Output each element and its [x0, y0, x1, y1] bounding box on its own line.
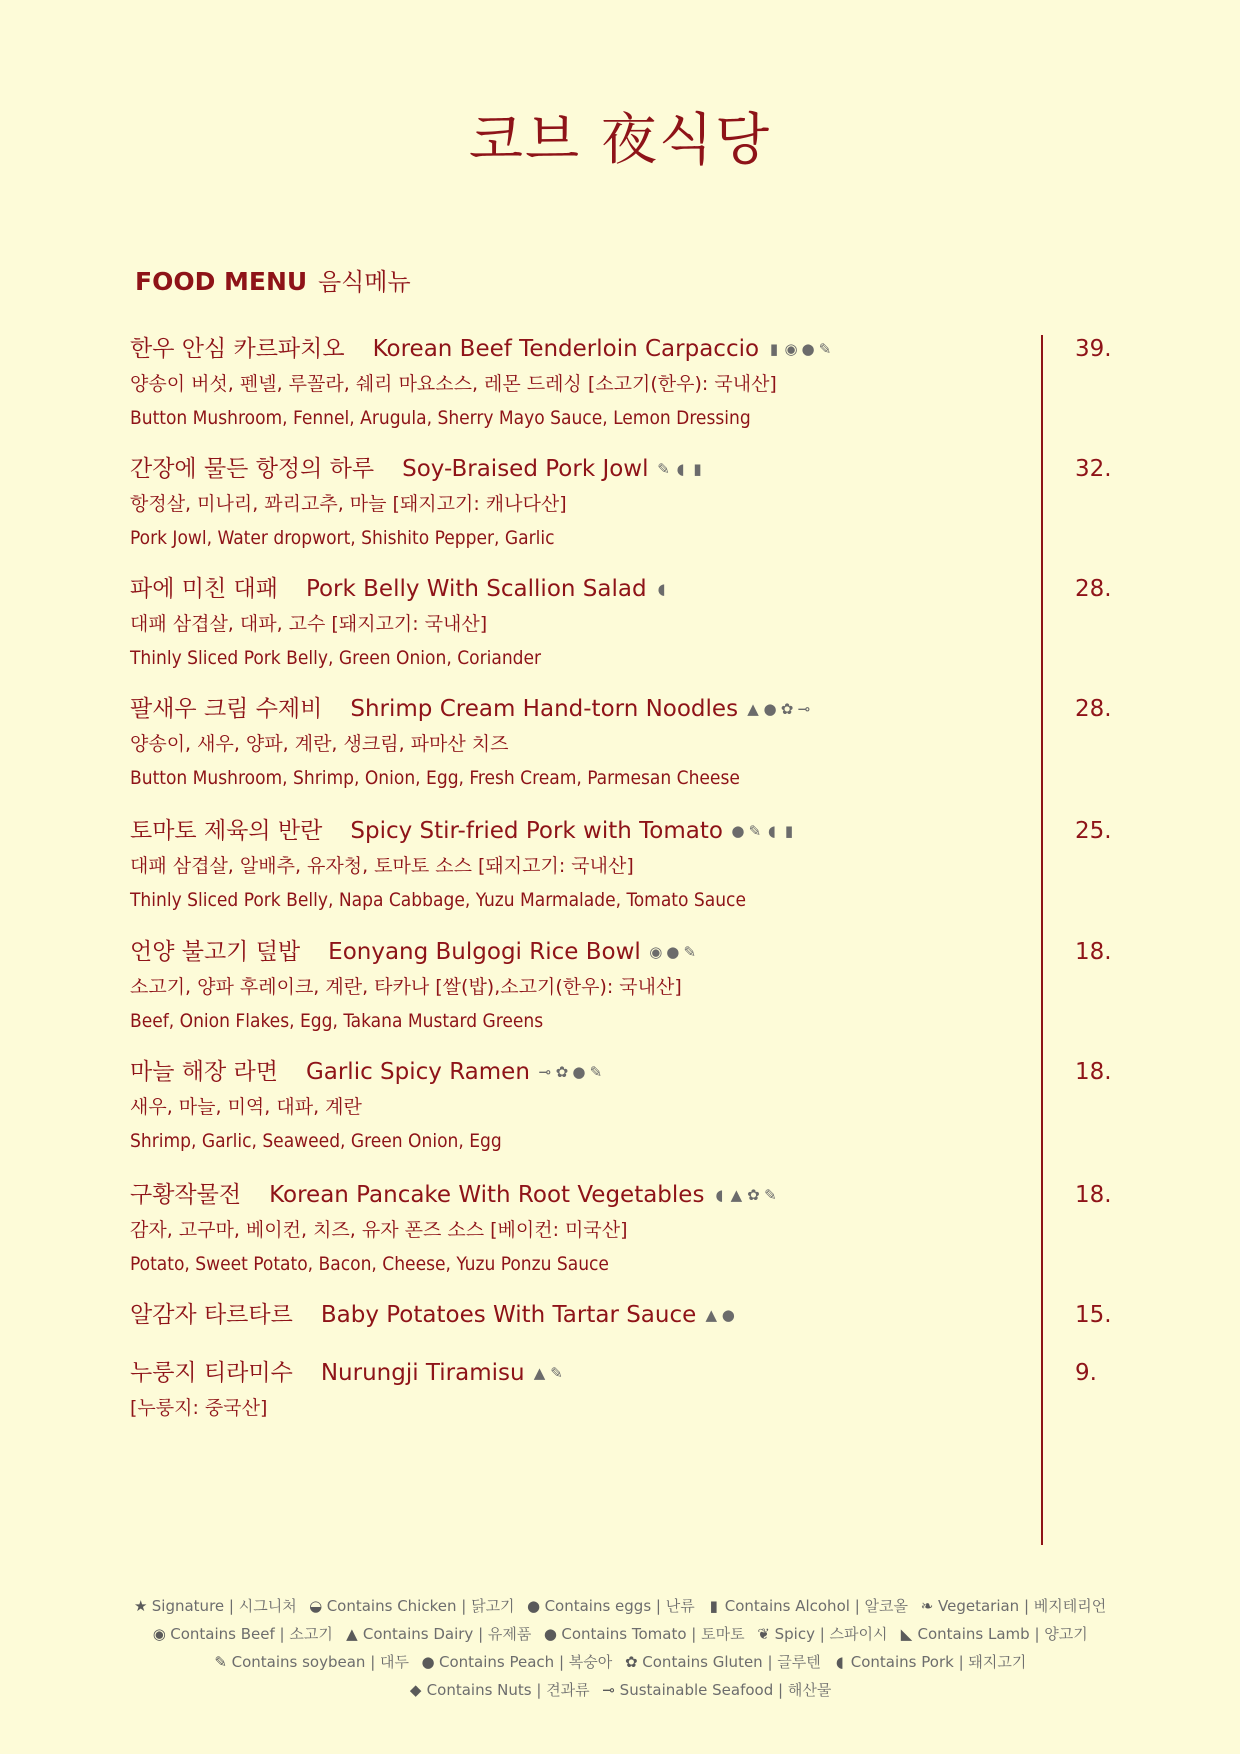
seafood-icon: ⊸	[602, 1681, 615, 1699]
menu-item-name-en: Pork Belly With Scallion Salad	[305, 576, 647, 602]
legend-separator: |	[814, 1625, 830, 1643]
legend-label-ko: 돼지고기	[968, 1653, 1027, 1671]
legend-label-en: Contains Nuts	[426, 1681, 532, 1699]
menu-item-name-en: Korean Beef Tenderloin Carpaccio	[372, 336, 760, 362]
legend-entry	[152, 1625, 333, 1643]
alcohol-icon: ▮	[769, 340, 779, 358]
legend-separator: |	[651, 1597, 666, 1615]
menu-item-name-en: Baby Potatoes With Tartar Sauce	[320, 1302, 697, 1328]
legend-label-en: Contains Chicken	[326, 1597, 457, 1615]
soybean-icon: ✎	[214, 1653, 227, 1671]
tomato-icon: ●	[731, 822, 745, 840]
menu-item	[130, 1299, 1130, 1331]
section-title	[135, 262, 411, 297]
legend-entry	[214, 1653, 409, 1671]
legend-entry	[602, 1681, 832, 1699]
menu-item-price: 9.	[1075, 1360, 1097, 1386]
menu-item-ingredients-ko: 새우, 마늘, 미역, 대파, 계란	[130, 1096, 362, 1118]
legend-label-en: Contains Gluten	[642, 1653, 763, 1671]
menu-item-name-ko: 팔새우 크림 수제비	[130, 696, 323, 722]
gluten-icon: ✿	[624, 1653, 638, 1671]
menu-item-name-en: Garlic Spicy Ramen	[305, 1059, 530, 1085]
menu-item	[130, 1056, 1130, 1154]
menu-item-name-ko: 마늘 해장 라면	[130, 1059, 278, 1085]
menu-item-icons	[657, 460, 705, 478]
egg-icon: ●	[666, 943, 680, 961]
legend-label-ko: 시그니처	[238, 1597, 297, 1615]
dairy-icon: ▲	[533, 1364, 546, 1382]
dairy-icon: ▲	[705, 1306, 718, 1324]
legend-label-ko: 스파이시	[829, 1625, 888, 1643]
legend-label-ko: 난류	[665, 1597, 695, 1615]
legend-row	[0, 1676, 1240, 1704]
soybean-icon: ✎	[550, 1364, 563, 1382]
legend-entry	[527, 1597, 695, 1615]
egg-icon: ●	[763, 700, 777, 718]
menu-item-ingredients-ko: 감자, 고구마, 베이컨, 치즈, 유자 폰즈 소스 [베이컨: 미국산]	[130, 1219, 628, 1241]
menu-item-name-ko: 파에 미친 대패	[130, 576, 278, 602]
egg-icon: ●	[721, 1306, 735, 1324]
allergen-legend	[0, 1592, 1240, 1704]
seafood-icon: ⊸	[797, 700, 811, 718]
legend-entry	[345, 1625, 532, 1643]
pork-icon: ◖	[835, 1653, 844, 1671]
legend-entry	[707, 1597, 908, 1615]
menu-item-ingredients-ko: 소고기, 양파 후레이크, 계란, 타카나 [쌀(밥),소고기(한우): 국내산]	[130, 976, 682, 998]
legend-label-en: Sustainable Seafood	[619, 1681, 774, 1699]
star-icon: ★	[134, 1597, 148, 1615]
legend-entry	[409, 1681, 590, 1699]
tomato-icon: ●	[543, 1625, 557, 1643]
legend-entry	[900, 1625, 1088, 1643]
nuts-icon: ◆	[409, 1681, 422, 1699]
menu-item	[130, 453, 1130, 551]
legend-row	[0, 1620, 1240, 1648]
menu-item-ingredients-ko: 양송이, 새우, 양파, 계란, 생크림, 파마산 치즈	[130, 733, 509, 755]
legend-row	[0, 1592, 1240, 1620]
soybean-icon: ✎	[748, 822, 762, 840]
menu-item-price: 28.	[1075, 576, 1112, 602]
legend-label-en: Contains Peach	[439, 1653, 555, 1671]
legend-separator: |	[762, 1653, 778, 1671]
menu-item-ingredients-ko: 항정살, 미나리, 꽈리고추, 마늘 [돼지고기: 캐나다산]	[130, 493, 567, 515]
beef-icon: ◉	[784, 340, 798, 358]
gluten-icon: ✿	[555, 1063, 569, 1081]
menu-item-ingredients-en: Pork Jowl, Water dropwort, Shishito Pepper, Garlic	[130, 527, 555, 549]
legend-label-ko: 알코올	[864, 1597, 908, 1615]
menu-item-name-en: Nurungji Tiramisu	[320, 1360, 525, 1386]
menu-item-icons	[746, 700, 811, 718]
menu-item-price: 25.	[1075, 818, 1112, 844]
legend-separator: |	[224, 1597, 239, 1615]
soybean-icon: ✎	[589, 1063, 603, 1081]
legend-label-ko: 글루텐	[777, 1653, 821, 1671]
legend-separator: |	[773, 1681, 788, 1699]
dairy-icon: ▲	[730, 1186, 743, 1204]
alcohol-icon: ▮	[784, 822, 794, 840]
menu-item-name-en: Eonyang Bulgogi Rice Bowl	[328, 939, 641, 965]
legend-separator: |	[554, 1653, 569, 1671]
menu-item-price: 18.	[1075, 939, 1112, 965]
legend-separator: |	[849, 1597, 865, 1615]
menu-item-name-ko: 언양 불고기 덮밥	[130, 939, 301, 965]
menu-item-ingredients-en: Button Mushroom, Fennel, Arugula, Sherry Mayo Sauce, Lemon Dressing	[130, 407, 751, 429]
menu-item-icons	[649, 943, 697, 961]
menu-item-ingredients-ko: [누룽지: 중국산]	[130, 1397, 268, 1419]
legend-separator: |	[1019, 1597, 1034, 1615]
legend-label-en: Contains Alcohol	[724, 1597, 850, 1615]
menu-item-ingredients-ko: 양송이 버섯, 펜넬, 루꼴라, 쉐리 마요소스, 레몬 드레싱 [소고기(한우): 국내산]	[130, 373, 777, 395]
gluten-icon: ✿	[780, 700, 794, 718]
legend-label-en: Contains Tomato	[561, 1625, 687, 1643]
menu-item-price: 18.	[1075, 1182, 1112, 1208]
pork-icon: ◖	[676, 460, 685, 478]
section-title-ko: 음식메뉴	[317, 268, 411, 296]
legend-entry	[134, 1597, 297, 1615]
menu-item-name-en: Korean Pancake With Root Vegetables	[269, 1182, 705, 1208]
legend-separator: |	[274, 1625, 290, 1643]
menu-item-price: 18.	[1075, 1059, 1112, 1085]
legend-label-ko: 소고기	[289, 1625, 333, 1643]
menu-item-name-ko: 누룽지 티라미수	[130, 1360, 293, 1386]
soybean-icon: ✎	[818, 340, 832, 358]
legend-entry	[920, 1597, 1106, 1615]
legend-entry	[757, 1625, 888, 1643]
legend-label-ko: 해산물	[787, 1681, 832, 1699]
menu-item	[130, 1357, 1130, 1421]
menu-item	[130, 815, 1130, 913]
soybean-icon: ✎	[657, 460, 670, 478]
pork-icon: ◖	[715, 1186, 724, 1204]
legend-separator: |	[686, 1625, 702, 1643]
menu-item-ingredients-en: Potato, Sweet Potato, Bacon, Cheese, Yuzu Ponzu Sauce	[130, 1253, 609, 1275]
legend-entry	[833, 1653, 1027, 1671]
menu-item-name-ko: 한우 안심 카르파치오	[130, 336, 345, 362]
menu-item-icons	[538, 1063, 603, 1081]
beef-icon: ◉	[152, 1625, 166, 1643]
menu-item-name-en: Shrimp Cream Hand-torn Noodles	[350, 696, 739, 722]
legend-label-en: Contains Pork	[850, 1653, 954, 1671]
legend-label-en: Contains soybean	[231, 1653, 366, 1671]
legend-label-ko: 유제품	[487, 1625, 532, 1643]
menu-item-ingredients-ko: 대패 삼겹살, 대파, 고수 [돼지고기: 국내산]	[130, 613, 488, 635]
legend-label-ko: 양고기	[1044, 1625, 1088, 1643]
soybean-icon: ✎	[683, 943, 697, 961]
spicy-icon: ❦	[757, 1625, 770, 1643]
menu-item	[130, 936, 1130, 1034]
pork-icon: ◖	[657, 580, 666, 598]
peach-icon: ●	[421, 1653, 435, 1671]
legend-label-ko: 닭고기	[471, 1597, 515, 1615]
section-title-en: FOOD MENU	[135, 267, 308, 296]
menu-item-icons	[533, 1364, 564, 1382]
menu-item-name-ko: 구황작물전	[130, 1182, 242, 1208]
legend-label-en: Spicy	[774, 1625, 815, 1643]
legend-label-en: Contains eggs	[544, 1597, 652, 1615]
menu-item-price: 32.	[1075, 456, 1112, 482]
menu-item-ingredients-en: Shrimp, Garlic, Seaweed, Green Onion, Egg	[130, 1130, 502, 1152]
chicken-icon: ◒	[309, 1597, 323, 1615]
menu-item-icons	[712, 1186, 777, 1204]
legend-label-ko: 견과류	[546, 1681, 590, 1699]
legend-entry	[309, 1597, 515, 1615]
legend-label-en: Contains Dairy	[362, 1625, 474, 1643]
egg-icon: ●	[801, 340, 815, 358]
legend-label-en: Signature	[151, 1597, 225, 1615]
menu-item-icons	[731, 822, 796, 840]
legend-separator: |	[953, 1653, 969, 1671]
menu-item-icons	[767, 340, 832, 358]
legend-separator: |	[473, 1625, 488, 1643]
legend-entry	[543, 1625, 744, 1643]
pork-icon: ◖	[768, 822, 776, 840]
menu-item-icons	[704, 1306, 735, 1324]
menu-item	[130, 1179, 1130, 1277]
menu-item-ingredients-en: Button Mushroom, Shrimp, Onion, Egg, Fresh Cream, Parmesan Cheese	[130, 767, 740, 789]
menu-item-ingredients-en: Thinly Sliced Pork Belly, Napa Cabbage, Yuzu Marmalade, Tomato Sauce	[130, 889, 746, 911]
lamb-icon: ◣	[900, 1625, 913, 1643]
menu-item-name-ko: 간장에 물든 항정의 하루	[130, 456, 375, 482]
dairy-icon: ▲	[747, 700, 759, 718]
egg-icon: ●	[572, 1063, 586, 1081]
egg-icon: ●	[527, 1597, 541, 1615]
legend-entry	[624, 1653, 820, 1671]
menu-item-icons	[655, 580, 669, 598]
leaf-icon: ❧	[920, 1597, 934, 1615]
legend-separator: |	[1029, 1625, 1045, 1643]
menu-item-price: 39.	[1075, 336, 1112, 362]
seafood-icon: ⊸	[538, 1063, 552, 1081]
menu-item-ingredients-en: Thinly Sliced Pork Belly, Green Onion, Coriander	[130, 647, 542, 669]
menu-item-price: 28.	[1075, 696, 1112, 722]
menu-item	[130, 333, 1130, 431]
alcohol-icon: ▮	[709, 1597, 718, 1615]
menu-item-name-en: Soy-Braised Pork Jowl	[402, 456, 649, 482]
menu-item-ingredients-ko: 대패 삼겹살, 알배추, 유자청, 토마토 소스 [돼지고기: 국내산]	[130, 855, 634, 877]
legend-label-en: Contains Lamb	[917, 1625, 1030, 1643]
dairy-icon: ▲	[346, 1625, 358, 1643]
beef-icon: ◉	[649, 943, 663, 961]
legend-row	[0, 1648, 1240, 1676]
legend-label-en: Contains Beef	[170, 1625, 275, 1643]
legend-separator: |	[365, 1653, 381, 1671]
menu-item-name-ko: 알감자 타르타르	[130, 1302, 293, 1328]
menu-item-name-ko: 토마토 제육의 반란	[130, 818, 323, 844]
legend-separator: |	[531, 1681, 547, 1699]
menu-item	[130, 693, 1130, 791]
menu-item-name-en: Spicy Stir-fried Pork with Tomato	[350, 818, 723, 844]
soybean-icon: ✎	[764, 1186, 777, 1204]
menu-item-ingredients-en: Beef, Onion Flakes, Egg, Takana Mustard Greens	[130, 1010, 544, 1032]
menu-item-price: 15.	[1075, 1302, 1112, 1328]
legend-label-ko: 대두	[380, 1653, 410, 1671]
legend-label-ko: 복숭아	[568, 1653, 613, 1671]
page-title: 코브 夜식당	[468, 108, 772, 173]
alcohol-icon: ▮	[693, 460, 702, 478]
legend-entry	[421, 1653, 612, 1671]
legend-label-en: Vegetarian	[938, 1597, 1020, 1615]
legend-separator: |	[456, 1597, 472, 1615]
legend-label-ko: 토마토	[701, 1625, 745, 1643]
gluten-icon: ✿	[747, 1186, 760, 1204]
menu-item	[130, 573, 1130, 671]
legend-label-ko: 베지테리언	[1033, 1597, 1107, 1615]
